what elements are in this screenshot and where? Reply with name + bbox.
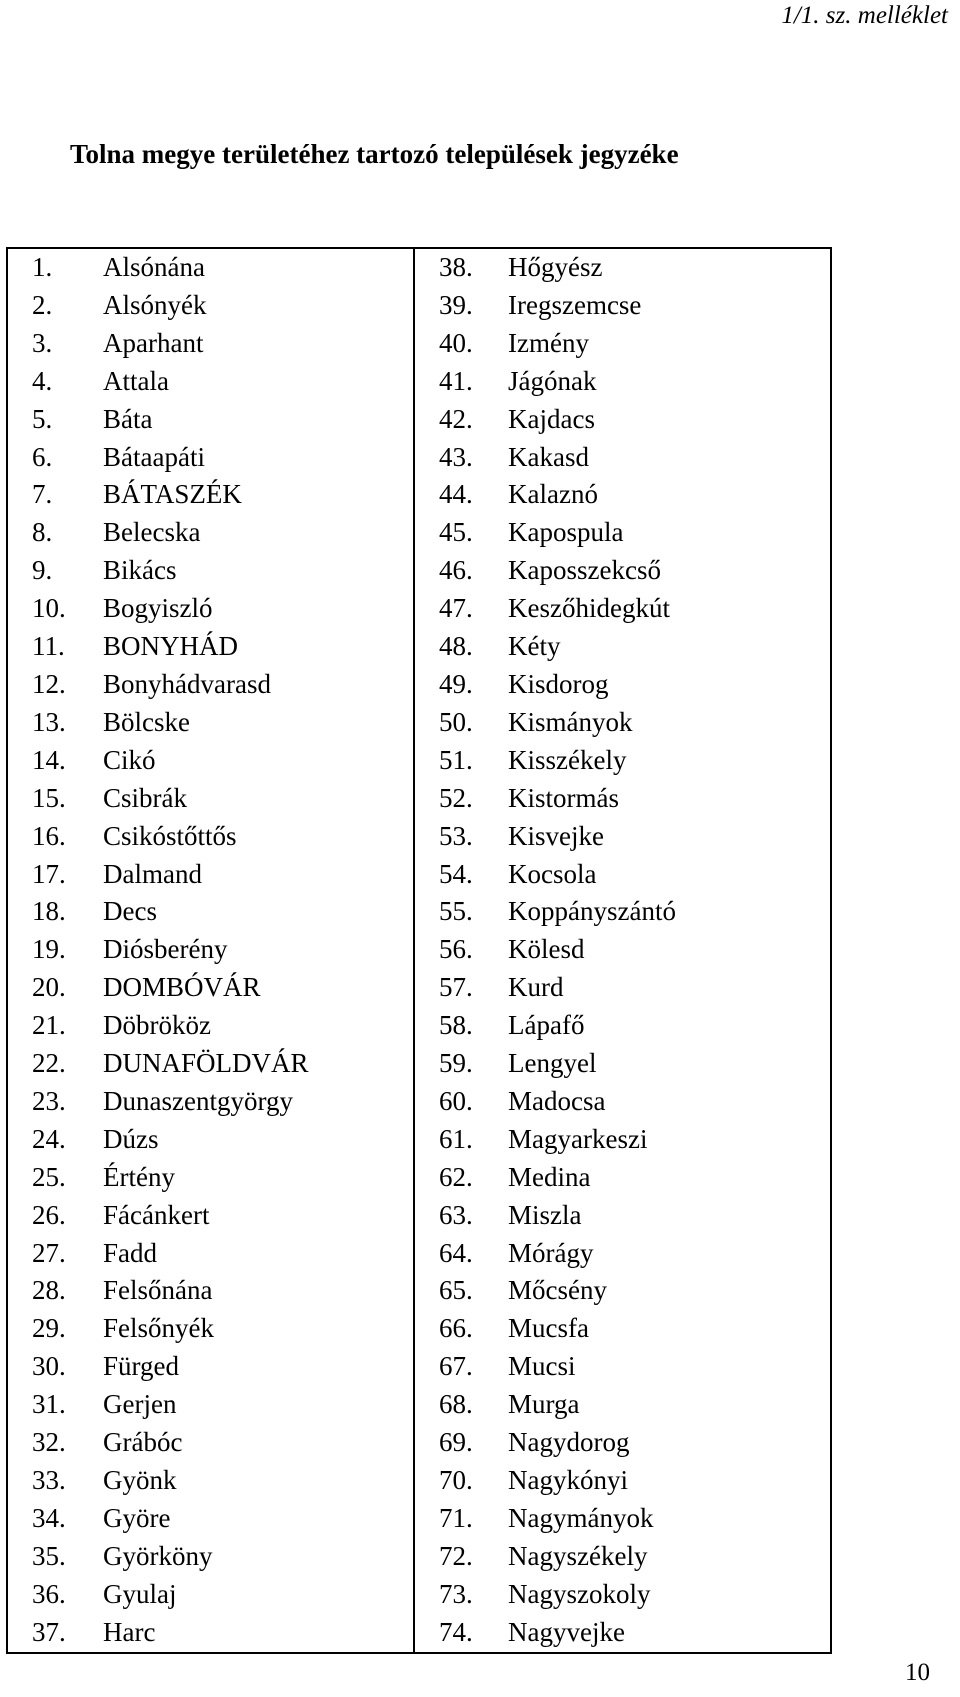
settlement-name-right: Kölesd: [508, 934, 585, 965]
row-number-left: 32.: [32, 1427, 66, 1458]
row-number-left: 20.: [32, 972, 66, 1003]
settlement-name-left: Dunaszentgyörgy: [103, 1083, 414, 1121]
row-number-right: 61.: [439, 1123, 473, 1154]
table-row: [7, 1310, 831, 1348]
table-row: [7, 590, 831, 628]
table-row: [7, 666, 831, 704]
row-number-right: 59.: [439, 1048, 473, 1079]
settlement-name-left: Dalmand: [103, 856, 414, 894]
settlement-name-left: Felsőnána: [103, 1272, 414, 1310]
row-number-right: 71.: [439, 1502, 473, 1533]
row-number-left: 37.: [32, 1616, 66, 1647]
settlement-name-right: Nagymányok: [508, 1502, 654, 1533]
row-number-left: 17.: [32, 858, 66, 889]
settlement-name-right: Kéty: [508, 631, 561, 662]
settlement-name-right: Izmény: [508, 327, 589, 358]
settlement-table-body: [7, 248, 831, 1653]
row-number-left: 27.: [32, 1237, 66, 1268]
table-row: [7, 1045, 831, 1083]
table-row: [7, 1348, 831, 1386]
table-row: [7, 248, 831, 287]
row-number-right: 57.: [439, 972, 473, 1003]
settlement-name-left: Alsónyék: [103, 287, 414, 325]
row-number-right: 53.: [439, 820, 473, 851]
settlement-name-left: Belecska: [103, 514, 414, 552]
row-number-left: 2.: [32, 289, 53, 320]
table-row: [7, 1386, 831, 1424]
row-number-left: 11.: [32, 631, 65, 662]
settlement-name-left: Cikó: [103, 742, 414, 780]
table-row: [7, 514, 831, 552]
row-number-left: 36.: [32, 1578, 66, 1609]
page-number: 10: [905, 1659, 930, 1686]
row-number-right: 49.: [439, 668, 473, 699]
settlement-name-left: Bonyhádvarasd: [103, 666, 414, 704]
table-row: [7, 552, 831, 590]
row-number-right: 52.: [439, 782, 473, 813]
row-number-right: 55.: [439, 896, 473, 927]
row-number-right: 46.: [439, 555, 473, 586]
settlement-name-left: Fadd: [103, 1235, 414, 1273]
table-row: [7, 628, 831, 666]
settlement-name-right: Nagydorog: [508, 1427, 630, 1458]
row-number-right: 64.: [439, 1237, 473, 1268]
row-number-right: 56.: [439, 934, 473, 965]
settlement-name-left: Bölcske: [103, 704, 414, 742]
row-number-right: 66.: [439, 1313, 473, 1344]
row-number-right: 70.: [439, 1465, 473, 1495]
settlement-name-right: Mőcsény: [508, 1275, 607, 1306]
table-row: [7, 1235, 831, 1273]
table-row: [7, 325, 831, 363]
table-row: [7, 1159, 831, 1197]
settlement-name-right: Kisdorog: [508, 668, 609, 699]
settlement-name-left: Grábóc: [103, 1424, 414, 1462]
row-number-right: 67.: [439, 1351, 473, 1382]
table-row: [7, 1424, 831, 1462]
row-number-left: 18.: [32, 896, 66, 927]
row-number-right: 58.: [439, 1010, 473, 1041]
row-number-left: 29.: [32, 1313, 66, 1344]
row-number-left: 33.: [32, 1465, 66, 1495]
row-number-right: 38.: [439, 252, 473, 282]
row-number-left: 15.: [32, 782, 66, 813]
table-row: [7, 1197, 831, 1235]
settlement-name-right: Lengyel: [508, 1048, 597, 1079]
document-title: Tolna megye területéhez tartozó települések jegyzéke: [70, 139, 679, 169]
settlement-name-left: Attala: [103, 363, 414, 401]
row-number-right: 45.: [439, 517, 473, 548]
row-number-right: 47.: [439, 593, 473, 624]
settlement-name-right: Murga: [508, 1389, 580, 1420]
row-number-left: 4.: [32, 365, 53, 396]
settlement-name-right: Nagykónyi: [508, 1465, 628, 1495]
settlement-table: [6, 247, 832, 1654]
table-row: [7, 1007, 831, 1045]
appendix-label: 1/1. sz. melléklet: [781, 2, 948, 29]
row-number-left: 9.: [32, 555, 53, 586]
row-number-left: 26.: [32, 1199, 66, 1230]
row-number-left: 6.: [32, 441, 53, 472]
settlement-name-left: Decs: [103, 893, 414, 931]
row-number-right: 74.: [439, 1616, 473, 1647]
settlement-name-right: Nagyvejke: [508, 1616, 625, 1647]
settlement-name-right: Madocsa: [508, 1085, 606, 1116]
row-number-left: 28.: [32, 1275, 66, 1306]
table-row: [7, 287, 831, 325]
row-number-left: 16.: [32, 820, 66, 851]
table-row: [7, 856, 831, 894]
settlement-name-left: BÁTASZÉK: [103, 476, 414, 514]
row-number-left: 25.: [32, 1161, 66, 1192]
settlement-name-left: Döbrököz: [103, 1007, 414, 1045]
settlement-name-left: DOMBÓVÁR: [103, 969, 414, 1007]
settlement-name-right: Medina: [508, 1161, 591, 1192]
settlement-name-right: Kisszékely: [508, 744, 627, 775]
row-number-right: 62.: [439, 1161, 473, 1192]
row-number-left: 21.: [32, 1010, 66, 1041]
row-number-right: 39.: [439, 289, 473, 320]
row-number-right: 41.: [439, 365, 473, 396]
table-row: [7, 1083, 831, 1121]
settlement-name-left: Bogyiszló: [103, 590, 414, 628]
row-number-right: 72.: [439, 1540, 473, 1571]
row-number-left: 13.: [32, 706, 66, 737]
row-number-right: 68.: [439, 1389, 473, 1420]
table-row: [7, 780, 831, 818]
row-number-right: 40.: [439, 327, 473, 358]
settlement-name-left: BONYHÁD: [103, 628, 414, 666]
table-row: [7, 363, 831, 401]
row-number-left: 10.: [32, 593, 66, 624]
settlement-name-left: Györköny: [103, 1538, 414, 1576]
row-number-right: 48.: [439, 631, 473, 662]
row-number-right: 54.: [439, 858, 473, 889]
row-number-left: 3.: [32, 327, 53, 358]
table-row: [7, 742, 831, 780]
row-number-left: 7.: [32, 479, 53, 510]
table-row: [7, 818, 831, 856]
row-number-left: 5.: [32, 403, 53, 434]
table-row: [7, 401, 831, 439]
row-number-right: 65.: [439, 1275, 473, 1306]
settlement-name-left: Gyönk: [103, 1462, 414, 1500]
row-number-left: 19.: [32, 934, 66, 965]
settlement-name-left: Alsónána: [103, 248, 414, 287]
row-number-right: 43.: [439, 441, 473, 472]
settlement-name-left: Györe: [103, 1500, 414, 1538]
settlement-name-right: Keszőhidegkút: [508, 593, 670, 624]
row-number-left: 23.: [32, 1085, 66, 1116]
row-number-right: 69.: [439, 1427, 473, 1458]
row-number-left: 30.: [32, 1351, 66, 1382]
table-row: [7, 439, 831, 477]
row-number-right: 73.: [439, 1578, 473, 1609]
row-number-right: 51.: [439, 744, 473, 775]
settlement-name-left: Fürged: [103, 1348, 414, 1386]
settlement-name-right: Hőgyész: [508, 252, 603, 282]
settlement-name-right: Magyarkeszi: [508, 1123, 648, 1154]
settlement-name-right: Kakasd: [508, 441, 589, 472]
settlement-name-right: Koppányszántó: [508, 896, 676, 927]
settlement-name-right: Kapospula: [508, 517, 624, 548]
row-number-left: 31.: [32, 1389, 66, 1420]
table-row: [7, 476, 831, 514]
row-number-left: 34.: [32, 1502, 66, 1533]
settlement-name-right: Kisvejke: [508, 820, 604, 851]
row-number-left: 24.: [32, 1123, 66, 1154]
settlement-name-right: Kistormás: [508, 782, 619, 813]
settlement-name-right: Kajdacs: [508, 403, 595, 434]
settlement-name-left: Értény: [103, 1159, 414, 1197]
row-number-right: 63.: [439, 1199, 473, 1230]
settlement-name-right: Miszla: [508, 1199, 582, 1230]
table-row: [7, 1500, 831, 1538]
settlement-name-right: Mórágy: [508, 1237, 594, 1268]
settlement-name-right: Kismányok: [508, 706, 633, 737]
table-row: [7, 1462, 831, 1500]
settlement-name-right: Kalaznó: [508, 479, 598, 510]
settlement-name-right: Jágónak: [508, 365, 597, 396]
settlement-name-left: Csikóstőttős: [103, 818, 414, 856]
settlement-name-left: Gyulaj: [103, 1576, 414, 1614]
settlement-name-right: Iregszemcse: [508, 289, 642, 320]
settlement-name-left: DUNAFÖLDVÁR: [103, 1045, 414, 1083]
settlement-name-left: Felsőnyék: [103, 1310, 414, 1348]
table-row: [7, 969, 831, 1007]
settlement-name-left: Dúzs: [103, 1121, 414, 1159]
table-row: [7, 893, 831, 931]
settlement-name-left: Bikács: [103, 552, 414, 590]
table-row: [7, 1121, 831, 1159]
table-row: [7, 704, 831, 742]
settlement-name-right: Lápafő: [508, 1010, 585, 1041]
settlement-name-right: Nagyszékely: [508, 1540, 648, 1571]
row-number-right: 42.: [439, 403, 473, 434]
table-row: [7, 931, 831, 969]
row-number-right: 60.: [439, 1085, 473, 1116]
settlement-name-right: Kocsola: [508, 858, 597, 889]
settlement-name-right: Mucsfa: [508, 1313, 589, 1344]
settlement-name-right: Mucsi: [508, 1351, 576, 1382]
table-row: [7, 1576, 831, 1614]
row-number-left: 35.: [32, 1540, 66, 1571]
settlement-name-right: Nagyszokoly: [508, 1578, 651, 1609]
row-number-left: 14.: [32, 744, 66, 775]
row-number-left: 22.: [32, 1048, 66, 1079]
settlement-name-left: Aparhant: [103, 325, 414, 363]
row-number-left: 1.: [32, 252, 53, 282]
settlement-name-left: Bátaapáti: [103, 439, 414, 477]
table-row: [7, 1614, 831, 1653]
settlement-name-left: Harc: [103, 1614, 414, 1653]
settlement-name-left: Báta: [103, 401, 414, 439]
settlement-name-right: Kaposszekcső: [508, 555, 661, 586]
settlement-name-left: Fácánkert: [103, 1197, 414, 1235]
table-row: [7, 1538, 831, 1576]
row-number-right: 44.: [439, 479, 473, 510]
row-number-left: 8.: [32, 517, 53, 548]
table-row: [7, 1272, 831, 1310]
settlement-name-left: Gerjen: [103, 1386, 414, 1424]
row-number-right: 50.: [439, 706, 473, 737]
settlement-name-left: Csibrák: [103, 780, 414, 818]
settlement-name-left: Diósberény: [103, 931, 414, 969]
row-number-left: 12.: [32, 668, 66, 699]
settlement-name-right: Kurd: [508, 972, 564, 1003]
